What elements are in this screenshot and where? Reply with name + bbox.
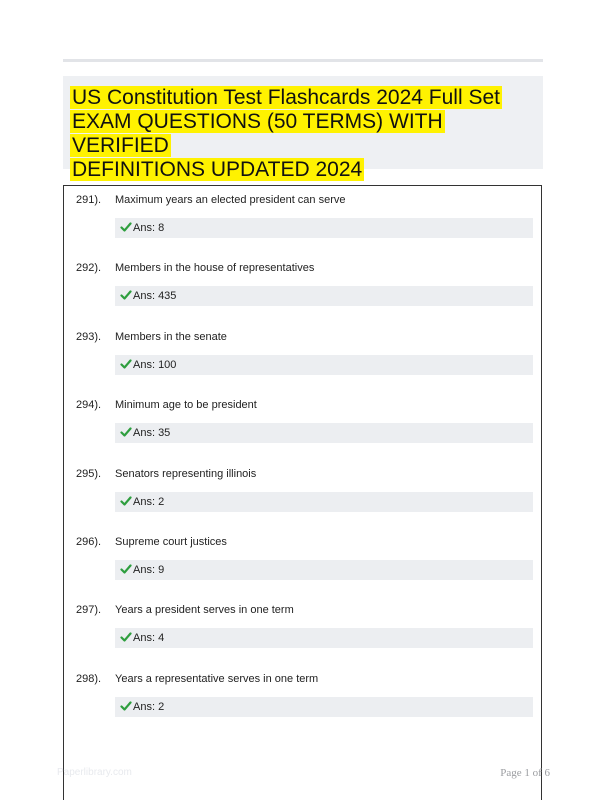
check-icon — [120, 221, 132, 233]
question-number: 295). — [76, 468, 102, 480]
page-indicator: Page 1 of 6 — [500, 767, 550, 779]
question-text: Members in the house of representatives — [115, 262, 315, 274]
flashcard-list — [63, 185, 542, 800]
check-icon — [120, 426, 132, 438]
question-text: Supreme court justices — [115, 536, 227, 548]
answer-text: Ans: 8 — [133, 222, 165, 234]
check-icon — [120, 358, 132, 370]
answer-box — [115, 492, 533, 512]
question-number: 298). — [76, 673, 102, 685]
answer-text: Ans: 35 — [133, 427, 171, 439]
question-text: Maximum years an elected president can serve — [115, 194, 346, 206]
question-number: 293). — [76, 331, 102, 343]
question-number: 291). — [76, 194, 102, 206]
check-icon — [120, 631, 132, 643]
question-text: Members in the senate — [115, 331, 227, 343]
answer-text: Ans: 435 — [133, 290, 177, 302]
check-icon — [120, 289, 132, 301]
answer-text: Ans: 4 — [133, 632, 165, 644]
answer-box — [115, 560, 533, 580]
answer-text: Ans: 2 — [133, 496, 165, 508]
answer-box — [115, 286, 533, 306]
answer-box — [115, 218, 533, 238]
question-text: Minimum age to be president — [115, 399, 257, 411]
footer-watermark: Paperlibrary.com — [57, 767, 132, 778]
answer-text: Ans: 9 — [133, 564, 165, 576]
question-number: 294). — [76, 399, 102, 411]
question-number: 292). — [76, 262, 102, 274]
check-icon — [120, 563, 132, 575]
answer-text: Ans: 2 — [133, 701, 165, 713]
check-icon — [120, 700, 132, 712]
answer-box — [115, 355, 533, 375]
title-line-3: DEFINITIONS UPDATED 2024 — [72, 158, 363, 181]
answer-box — [115, 628, 533, 648]
question-text: Years a president serves in one term — [115, 604, 294, 616]
answer-box — [115, 697, 533, 717]
title-line-2: EXAM QUESTIONS (50 TERMS) WITH VERIFIED — [72, 110, 443, 157]
page-title — [70, 86, 538, 182]
question-text: Senators representing illinois — [115, 468, 257, 480]
top-divider — [63, 59, 543, 62]
answer-box — [115, 423, 533, 443]
question-text: Years a representative serves in one term — [115, 673, 319, 685]
question-number: 296). — [76, 536, 102, 548]
check-icon — [120, 495, 132, 507]
question-number: 297). — [76, 604, 102, 616]
answer-text: Ans: 100 — [133, 359, 177, 371]
title-line-1: US Constitution Test Flashcards 2024 Full Set — [72, 86, 500, 109]
